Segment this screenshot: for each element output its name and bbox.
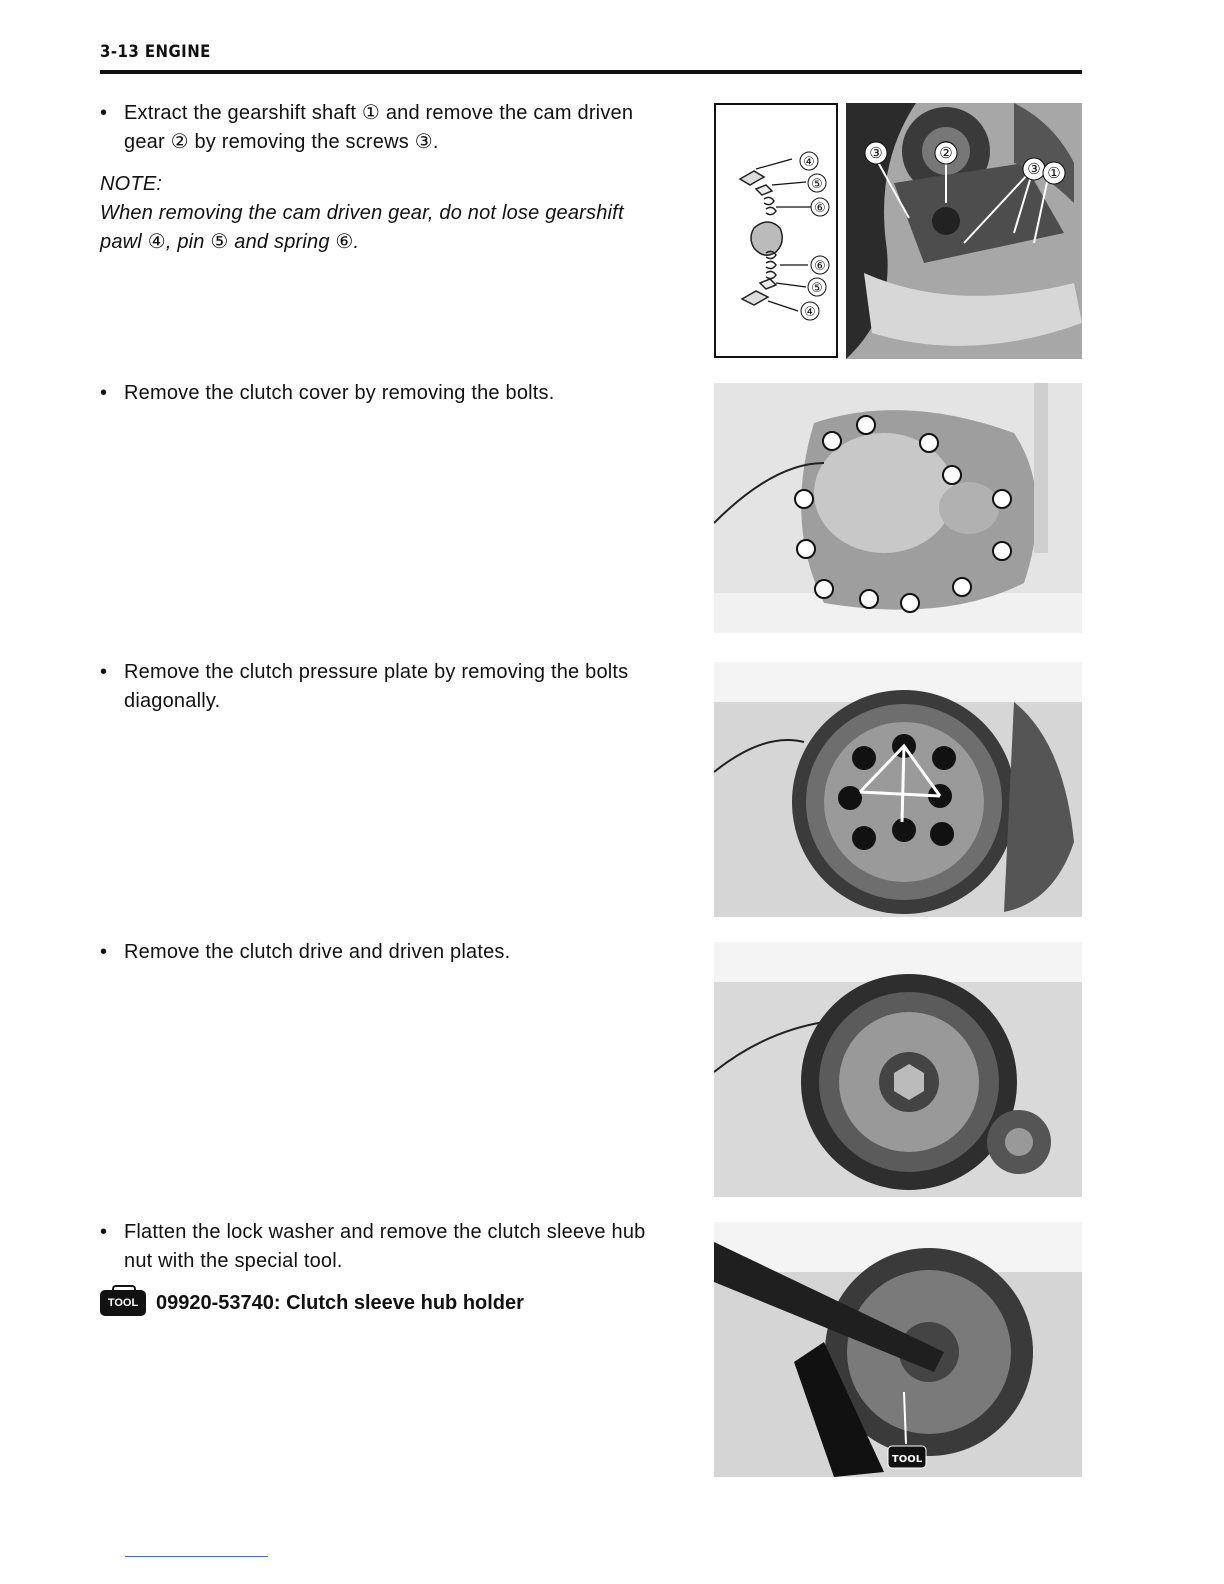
special-tool xyxy=(100,1290,524,1316)
photo-label-screws-2: ③ xyxy=(1027,160,1041,178)
step-1 xyxy=(100,99,690,157)
photo-clutch-pressure-plate xyxy=(714,662,1082,917)
step-2-line-1: Remove the clutch cover by removing the bolts. xyxy=(124,382,555,404)
step-2 xyxy=(100,379,690,408)
bullet: • xyxy=(100,661,108,683)
note-label: NOTE: xyxy=(100,173,163,195)
page-header xyxy=(100,40,1082,74)
bullet: • xyxy=(100,102,108,124)
photo-clutch-plates xyxy=(714,942,1082,1197)
step-5-line-2: nut with the special tool. xyxy=(124,1250,343,1272)
bullet: • xyxy=(100,1221,108,1243)
diagram-label-pawl-2: ④ xyxy=(804,305,816,320)
step-3-line-2: diagonally. xyxy=(124,690,221,712)
figure-gearshift-cam xyxy=(714,103,1082,359)
step-3 xyxy=(100,658,690,716)
step-3-line-1: Remove the clutch pressure plate by removing the bolts xyxy=(124,661,629,683)
photo-label-screws: ③ xyxy=(869,144,883,162)
photo-tool-badge: TOOL xyxy=(891,1454,923,1465)
photo-gearshift-engine xyxy=(846,103,1082,359)
note-line-2: pawl ④, pin ⑤ and spring ⑥. xyxy=(100,231,360,253)
page-header-title: 3-13 ENGINE xyxy=(100,42,211,62)
note-block xyxy=(100,170,690,257)
bullet: • xyxy=(100,941,108,963)
diagram-label-spring-2: ⑥ xyxy=(814,259,826,274)
diagram-label-pawl: ④ xyxy=(803,155,815,170)
step-1-line-2: gear ② by removing the screws ③. xyxy=(124,131,439,153)
diagram-label-pin-2: ⑤ xyxy=(811,281,823,296)
footnote-rule xyxy=(125,1556,268,1557)
tool-text: 09920-53740: Clutch sleeve hub holder xyxy=(156,1291,524,1314)
diagram-label-pin: ⑤ xyxy=(811,177,823,192)
bullet: • xyxy=(100,382,108,404)
step-1-line-1: Extract the gearshift shaft ① and remove the cam driven xyxy=(124,102,634,124)
photo-clutch-hub-holder xyxy=(714,1222,1082,1477)
tool-icon: TOOL xyxy=(100,1290,146,1316)
step-4-line-1: Remove the clutch drive and driven plates. xyxy=(124,941,511,963)
step-5 xyxy=(100,1218,690,1276)
diagram-label-spring: ⑥ xyxy=(814,201,826,216)
photo-clutch-cover xyxy=(714,383,1082,633)
note-line-1: When removing the cam driven gear, do not lose gearshift xyxy=(100,202,624,224)
step-5-line-1: Flatten the lock washer and remove the clutch sleeve hub xyxy=(124,1221,646,1243)
step-4 xyxy=(100,938,690,967)
photo-label-cam-gear: ② xyxy=(939,144,953,162)
photo-label-shaft: ① xyxy=(1047,164,1061,182)
